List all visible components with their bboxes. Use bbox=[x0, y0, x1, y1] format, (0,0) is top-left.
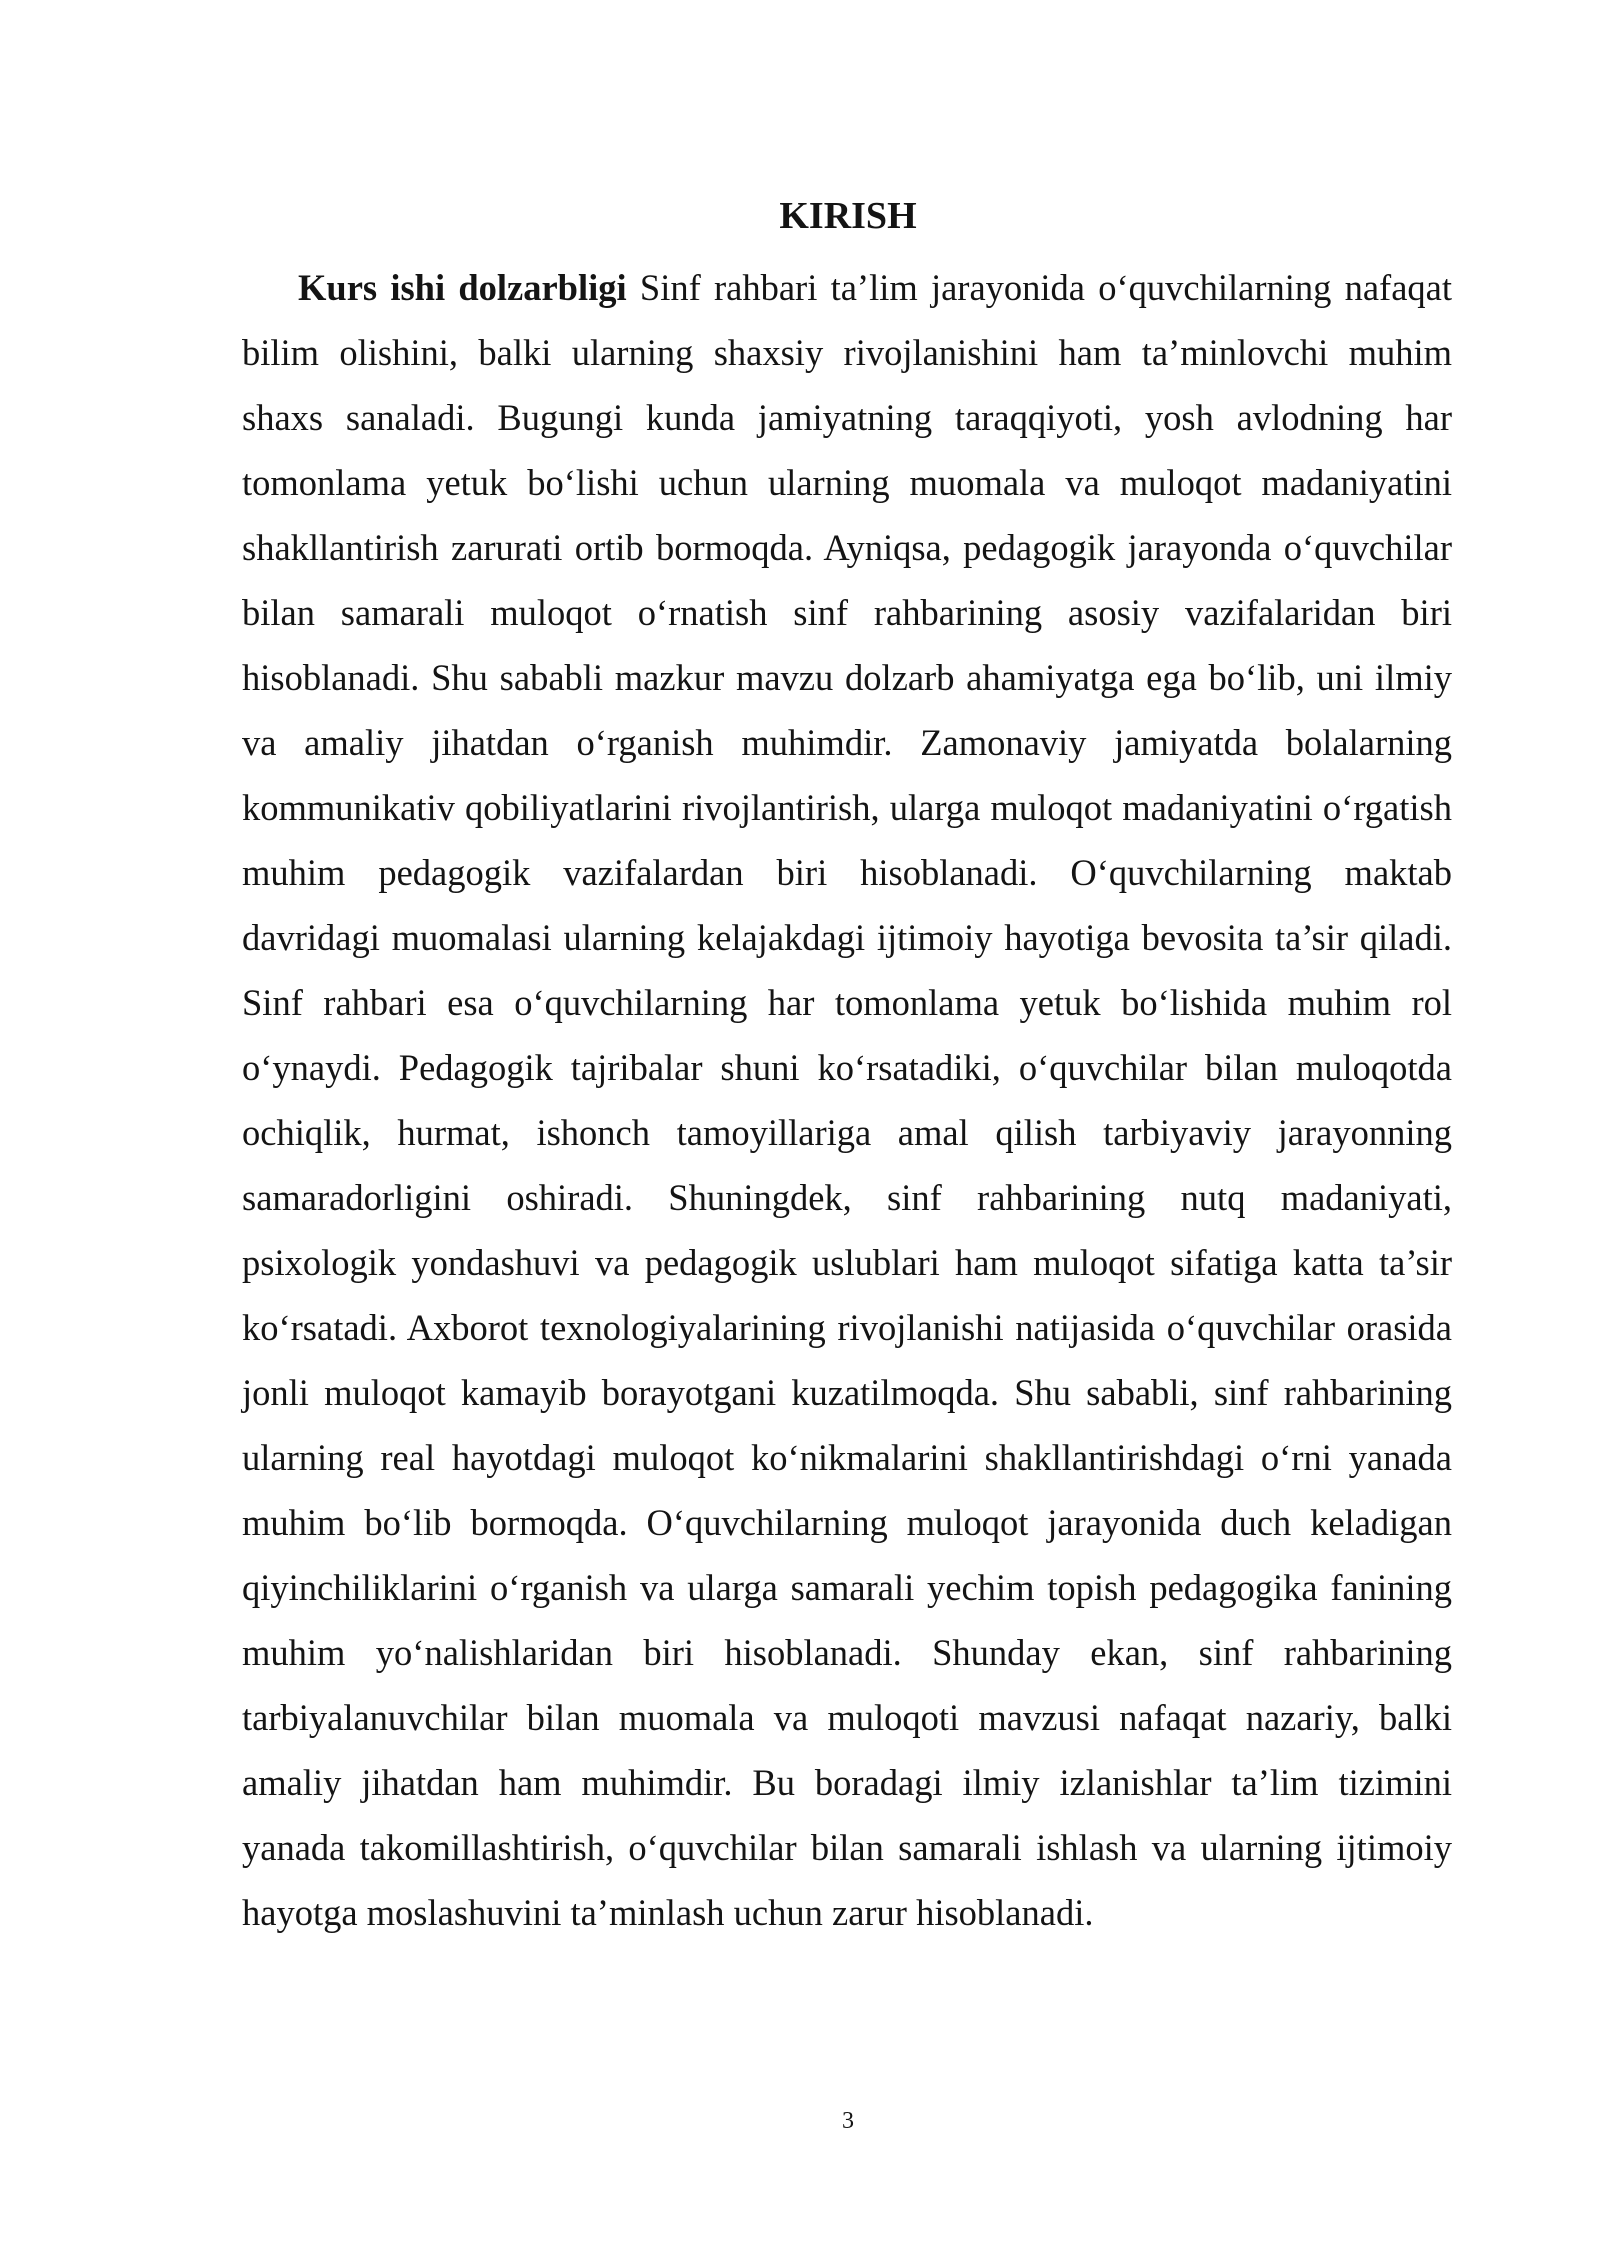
section-heading: KIRISH bbox=[779, 195, 917, 237]
intro-paragraph bbox=[242, 255, 1452, 1945]
paragraph-body: Sinf rahbari ta’lim jarayonida o‘quvchilarning nafaqat bilim olishini, balki ularning shaxsiy rivojlanishini ham ta’minlovchi muhim shaxs sanaladi. Bugungi kunda jamiyatning taraqqiyoti, yosh avlodning har tomonlama yetuk bo‘lishi uchun ularning muomala va muloqot madaniyatini shakllantirish zarurati ortib bormoqda. Ayniqsa, pedagogik jarayonda o‘quvchilar bilan samarali muloqot o‘rnatish sinf rahbarining asosiy vazifalaridan biri hisoblanadi. Shu sababli mazkur mavzu dolzarb ahamiyatga ega bo‘lib, uni ilmiy va amaliy jihatdan o‘rganish muhimdir. Zamonaviy jamiyatda bolalarning kommunikativ qobiliyatlarini rivojlantirish, ularga muloqot madaniyatini o‘rgatish muhim pedagogik vazifalardan biri hisoblanadi. O‘quvchilarning maktab davridagi muomalasi ularning kelajakdagi ijtimoiy hayotiga bevosita ta’sir qiladi. Sinf rahbari esa o‘quvchilarning har tomonlama yetuk bo‘lishida muhim rol o‘ynaydi. Pedagogik tajribalar shuni ko‘rsatadiki, o‘quvchilar bilan muloqotda ochiqlik, hurmat, ishonch tamoyillariga amal qilish tarbiyaviy jarayonning samaradorligini oshiradi. Shuningdek, sinf rahbarining nutq madaniyati, psixologik yondashuvi va pedagogik uslublari ham muloqot sifatiga katta ta’sir ko‘rsatadi. Axborot texnologiyalarining rivojlanishi natijasida o‘quvchilar orasida jonli muloqot kamayib borayotgani kuzatilmoqda. Shu sababli, sinf rahbarining ularning real hayotdagi muloqot ko‘nikmalarini shakllantirishdagi o‘rni yanada muhim bo‘lib bormoqda. O‘quvchilarning muloqot jarayonida duch keladigan qiyinchiliklarini o‘rganish va ularga samarali yechim topish pedagogika fanining muhim yo‘nalishlaridan biri hisoblanadi. Shunday ekan, sinf rahbarining tarbiyalanuvchilar bilan muomala va muloqoti mavzusi nafaqat nazariy, balki amaliy jihatdan ham muhimdir. Bu boradagi ilmiy izlanishlar ta’lim tizimini yanada takomillashtirish, o‘quvchilar bilan samarali ishlash va ularning ijtimoiy hayotga moslashuvini ta’minlash uchun zarur hisoblanadi. bbox=[242, 267, 1453, 1933]
paragraph-lead-term: Kurs ishi dolzarbligi bbox=[298, 267, 627, 308]
page-number: 3 bbox=[842, 2108, 854, 2134]
